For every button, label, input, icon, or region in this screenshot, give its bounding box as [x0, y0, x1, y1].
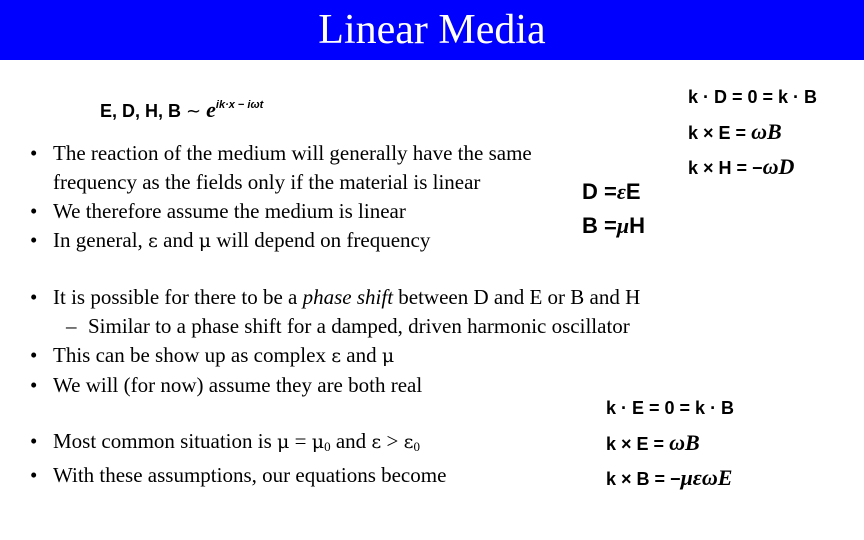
bullet-item [30, 226, 532, 256]
bullet-text: We therefore assume the medium is linear [53, 199, 406, 223]
constitutive-b-left: B = [582, 213, 617, 238]
maxwell-top-line2-left: k × E = [688, 123, 747, 143]
maxwell-top-line2-right: ωB [751, 119, 782, 144]
epsilon-symbol: ε [331, 345, 342, 367]
maxwell-top-line2 [688, 121, 782, 144]
dash-marker: – [66, 314, 77, 338]
greater-than-sign: > [381, 429, 404, 453]
bullet-group-3 [30, 427, 446, 490]
plane-wave-base: e [206, 97, 216, 122]
epsilon-symbol: ε [403, 431, 414, 453]
bullet-text: This can be show up as complex [53, 343, 332, 367]
bullet-text: Most common situation is [53, 429, 278, 453]
subscript-zero: 0 [413, 439, 420, 454]
bullet-item [30, 341, 640, 371]
title-bar [0, 0, 864, 60]
maxwell-top-line1: k · D = 0 = k · B [688, 87, 818, 107]
plane-wave-exponent: ik·x − iωt [215, 99, 264, 111]
bullet-text: It is possible for there to be a [53, 285, 303, 309]
mu-symbol: μ [311, 431, 325, 453]
bullet-item [30, 139, 532, 197]
bullet-text: • The reaction of the medium will generally have the same [53, 141, 532, 165]
maxwell-bottom-line3 [606, 467, 732, 490]
bullet-text: frequency as the fields only if the material is linear [53, 170, 481, 194]
constitutive-d-left: D = [582, 179, 617, 204]
bullet-text: and [330, 429, 372, 453]
bullet-text: between D and E or B and H [393, 285, 641, 309]
bullet-group-2 [30, 283, 640, 400]
bullet-item [30, 461, 446, 490]
bullet-text: will depend on frequency [211, 228, 431, 252]
bullet-text: We will (for now) assume they are both real [53, 373, 423, 397]
epsilon-symbol: ε [371, 431, 382, 453]
maxwell-bottom-line2-left: k × E = [606, 434, 665, 454]
bullet-item [30, 371, 640, 400]
bullet-text: In general, [53, 228, 149, 252]
maxwell-top-line3-left: k × H = − [688, 158, 763, 178]
bullet-item [30, 427, 446, 461]
bullet-text: and [341, 343, 382, 367]
subscript-zero: 0 [324, 439, 331, 454]
sub-bullet-text: Similar to a phase shift for a damped, driven harmonic oscillator [88, 314, 630, 338]
maxwell-bottom-line3-left: k × B = − [606, 469, 681, 489]
maxwell-top-line3-right: ωD [762, 154, 795, 179]
plane-wave-equation [100, 96, 263, 123]
plane-wave-tilde: ~ [186, 101, 202, 122]
constitutive-b-mu: μ [616, 213, 630, 238]
bullet-item [30, 283, 640, 312]
bullet-group-1 [30, 139, 532, 256]
maxwell-bottom-line3-right: μεωE [680, 465, 733, 490]
plane-wave-fields: E, D, H, B [100, 101, 182, 121]
maxwell-bottom-line2 [606, 432, 700, 455]
constitutive-d [582, 179, 641, 205]
constitutive-d-eps: ε [616, 179, 626, 204]
maxwell-bottom-line1: k · E = 0 = k · B [606, 398, 735, 418]
mu-symbol: μ [198, 230, 212, 252]
epsilon-symbol: ε [148, 230, 158, 252]
maxwell-top-line3 [688, 156, 794, 179]
constitutive-b-right: H [629, 213, 645, 238]
constitutive-d-right: E [625, 179, 641, 204]
phase-shift-term: phase shift [302, 285, 394, 309]
slide-title: Linear Media [318, 7, 546, 53]
bullet-item [30, 197, 532, 226]
maxwell-bottom-line2-right: ωB [669, 430, 700, 455]
mu-symbol: μ [277, 431, 290, 453]
constitutive-b [582, 213, 645, 239]
sub-bullet-item [30, 312, 640, 341]
bullet-text: With these assumptions, our equations become [53, 463, 447, 487]
equals-sign: = [289, 429, 312, 453]
bullet-text: and [157, 228, 199, 252]
mu-symbol: μ [381, 345, 395, 367]
